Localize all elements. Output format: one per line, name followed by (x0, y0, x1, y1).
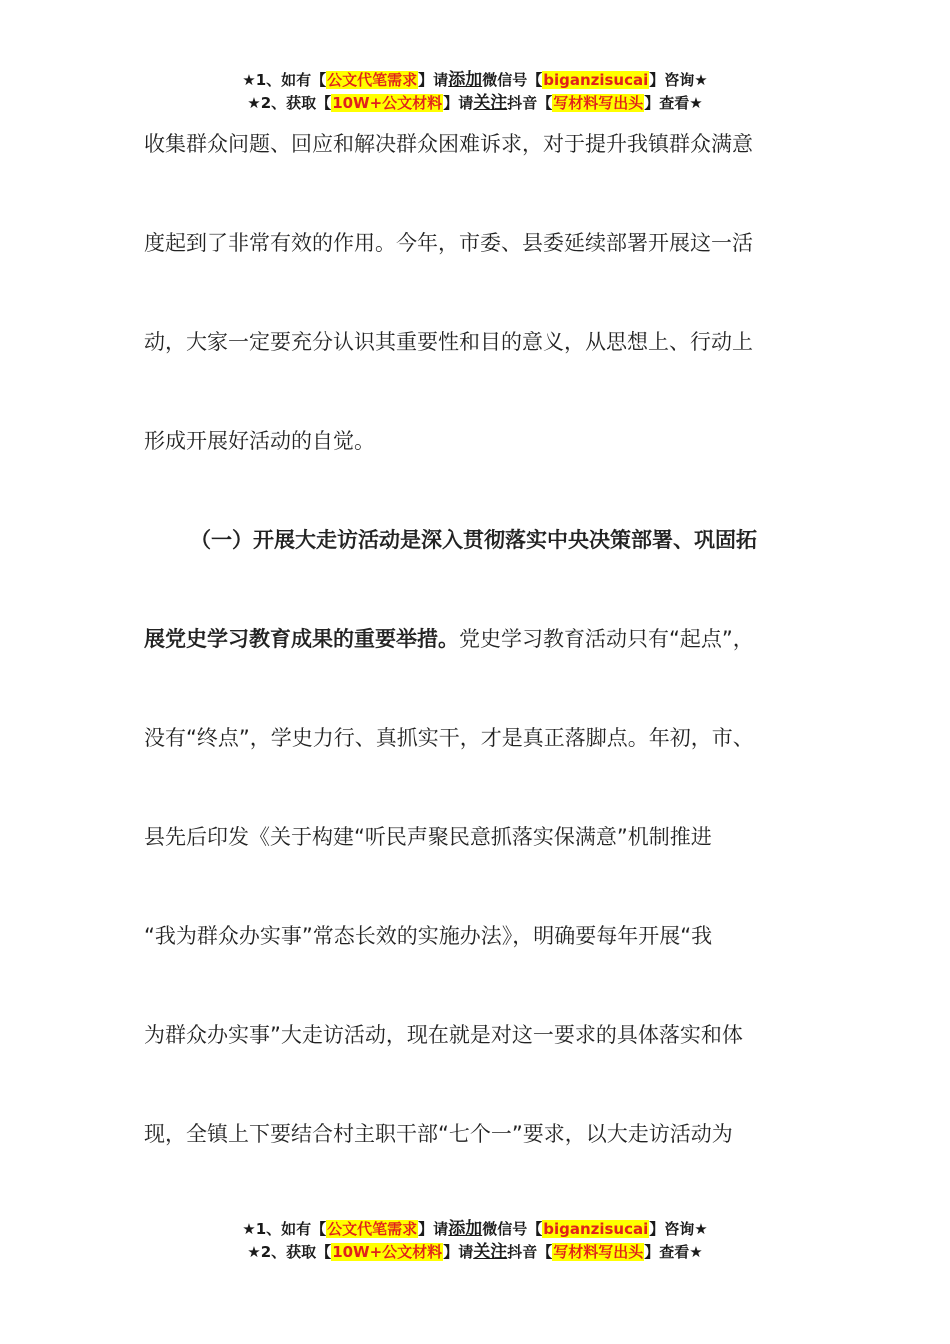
highlight-materials: 10W+公文材料 (332, 94, 443, 112)
footer-banner (0, 1218, 950, 1264)
body-line-8: 县先后印发《关于构建“听民声聚民意抓落实保满意”机制推进 (144, 825, 712, 849)
emphasis-add: 添加 (448, 1219, 483, 1239)
highlight-service: 公文代笔需求 (327, 1220, 418, 1238)
body-line-10: 为群众办实事”大走访活动，现在就是对这一要求的具体落实和体 (144, 1023, 743, 1047)
header-banner-line-1: ★1、如有【公文代笔需求】请添加微信号【biganzisucai】咨询★ (242, 70, 708, 90)
footer-banner-line-1: ★1、如有【公文代笔需求】请添加微信号【biganzisucai】咨询★ (242, 1219, 708, 1239)
document-body (144, 124, 824, 1213)
highlight-materials: 10W+公文材料 (332, 1243, 443, 1261)
body-line-2: 度起到了非常有效的作用。今年，市委、县委延续部署开展这一活 (144, 231, 753, 255)
emphasis-add: 添加 (448, 70, 483, 90)
highlight-service: 公文代笔需求 (327, 71, 418, 89)
body-line-6: 展党史学习教育成果的重要举措。党史学习教育活动只有“起点”， (144, 627, 754, 651)
section-heading-1: （一）开展大走访活动是深入贯彻落实中央决策部署、巩固拓 (190, 528, 757, 552)
body-line-1: 收集群众问题、回应和解决群众困难诉求，对于提升我镇群众满意 (144, 132, 753, 156)
body-line-11: 现，全镇上下要结合村主职干部“七个一”要求，以大走访活动为 (144, 1122, 733, 1146)
header-banner (0, 69, 950, 115)
highlight-wechat-id: biganzisucai (543, 71, 649, 89)
body-line-7: 没有“终点”，学史力行、真抓实干，才是真正落脚点。年初，市、 (144, 726, 754, 750)
highlight-douyin-account: 写材料写出头 (553, 1243, 644, 1261)
section-heading-1-cont: 展党史学习教育成果的重要举措。 (144, 627, 459, 651)
footer-banner-line-2: ★2、获取【10W+公文材料】请关注抖音【写材料写出头】查看★ (247, 1242, 703, 1262)
body-line-9: “我为群众办实事”常态长效的实施办法》，明确要每年开展“我 (144, 924, 713, 948)
emphasis-follow: 关注 (473, 93, 508, 113)
highlight-wechat-id: biganzisucai (543, 1220, 649, 1238)
emphasis-follow: 关注 (473, 1242, 508, 1262)
header-banner-line-2: ★2、获取【10W+公文材料】请关注抖音【写材料写出头】查看★ (247, 93, 703, 113)
body-line-4: 形成开展好活动的自觉。 (144, 429, 375, 453)
body-line-3: 动，大家一定要充分认识其重要性和目的意义，从思想上、行动上 (144, 330, 753, 354)
highlight-douyin-account: 写材料写出头 (553, 94, 644, 112)
